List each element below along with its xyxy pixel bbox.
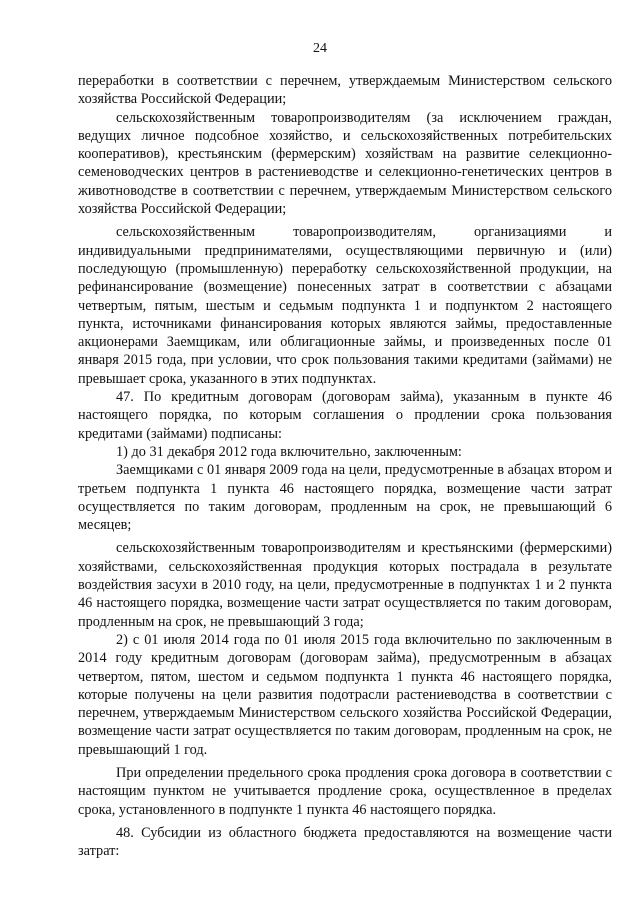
paragraph: сельскохозяйственным товаропроизводителям и крестьянскими (фермерскими) хозяйствами, сельскохозяйственная продукция которых пострадала в результате воздействия засухи в 2010 году, на цели, предусмотренные в подпунктах 1 и 2 пункта 46 настоящего порядка, возмещение части затрат осуществляется по таким договорам, продленным на срок, не превышающий 3 года; (78, 540, 612, 630)
paragraph: 1) до 31 декабря 2012 года включительно, заключенным: (116, 443, 462, 460)
paragraph: 2) с 01 июля 2014 года по 01 июля 2015 года включительно по заключенным в 2014 году кредитным договорам (договорам займа), предусмотренным в абзацах четвертом, пятом, шестом и седьмом подпункта 1 пункта 46 настоящего порядка, которые получены на цели развития подотрасли растениеводства в соответствии с перечнем, утверждаемым Министерством сельского хозяйства Российской Федерации, возмещение части затрат осуществляется по таким договорам, продленным на срок, не превышающий 1 год. (78, 631, 612, 758)
paragraph: 48. Субсидии из областного бюджета предоставляются на возмещение части затрат: (78, 824, 612, 860)
paragraph: При определении предельного срока продления срока договора в соответствии с настоящим пунктом не учитывается продление срока, осуществленное в пределах срока, установленного в подпункте 1 пункта 46 настоящего порядка. (78, 764, 612, 818)
page-number: 24 (313, 41, 327, 56)
paragraph: Заемщиками с 01 января 2009 года на цели, предусмотренные в абзацах втором и третьем подпункта 1 пункта 46 настоящего порядка, возмещение части затрат осуществляется по таким договорам, продленным на срок, не превышающий 6 месяцев; (78, 462, 612, 534)
document-body (78, 72, 612, 860)
paragraph: сельскохозяйственным товаропроизводителям, организациями и индивидуальными предпринимателями, осуществляющими первичную и (или) последующую (промышленную) переработку сельскохозяйственной продукции, на рефинансирование (возмещение) понесенных затрат в соответствии с абзацами четвертым, пятым, шестым и седьмым подпункта 1 и подпунктом 2 настоящего пункта, источниками финансирования которых являются займы, предоставленные акционерами Заемщикам, или облигационные займы, и произведенных после 01 января 2015 года, при условии, что срок пользования такими кредитами (займами) не превышает срока, указанного в этих подпунктах. (78, 224, 612, 387)
paragraph: 47. По кредитным договорам (договорам займа), указанным в пункте 46 настоящего порядка, по которым соглашения о продлении срока пользования кредитами (займами) подписаны: (78, 389, 612, 442)
paragraph: переработки в соответствии с перечнем, утверждаемым Министерством сельского хозяйства Российской Федерации; (78, 73, 612, 108)
paragraph: сельскохозяйственным товаропроизводителям (за исключением граждан, ведущих личное подсобное хозяйство, и сельскохозяйственных потребительских кооперативов), крестьянским (фермерским) хозяйствам на развитие селекционно-семеноводческих центров в растениеводстве и селекционно-генетических центров в животноводстве в соответствии с перечнем, утверждаемым Министерством сельского хозяйства Российской Федерации; (78, 109, 612, 218)
